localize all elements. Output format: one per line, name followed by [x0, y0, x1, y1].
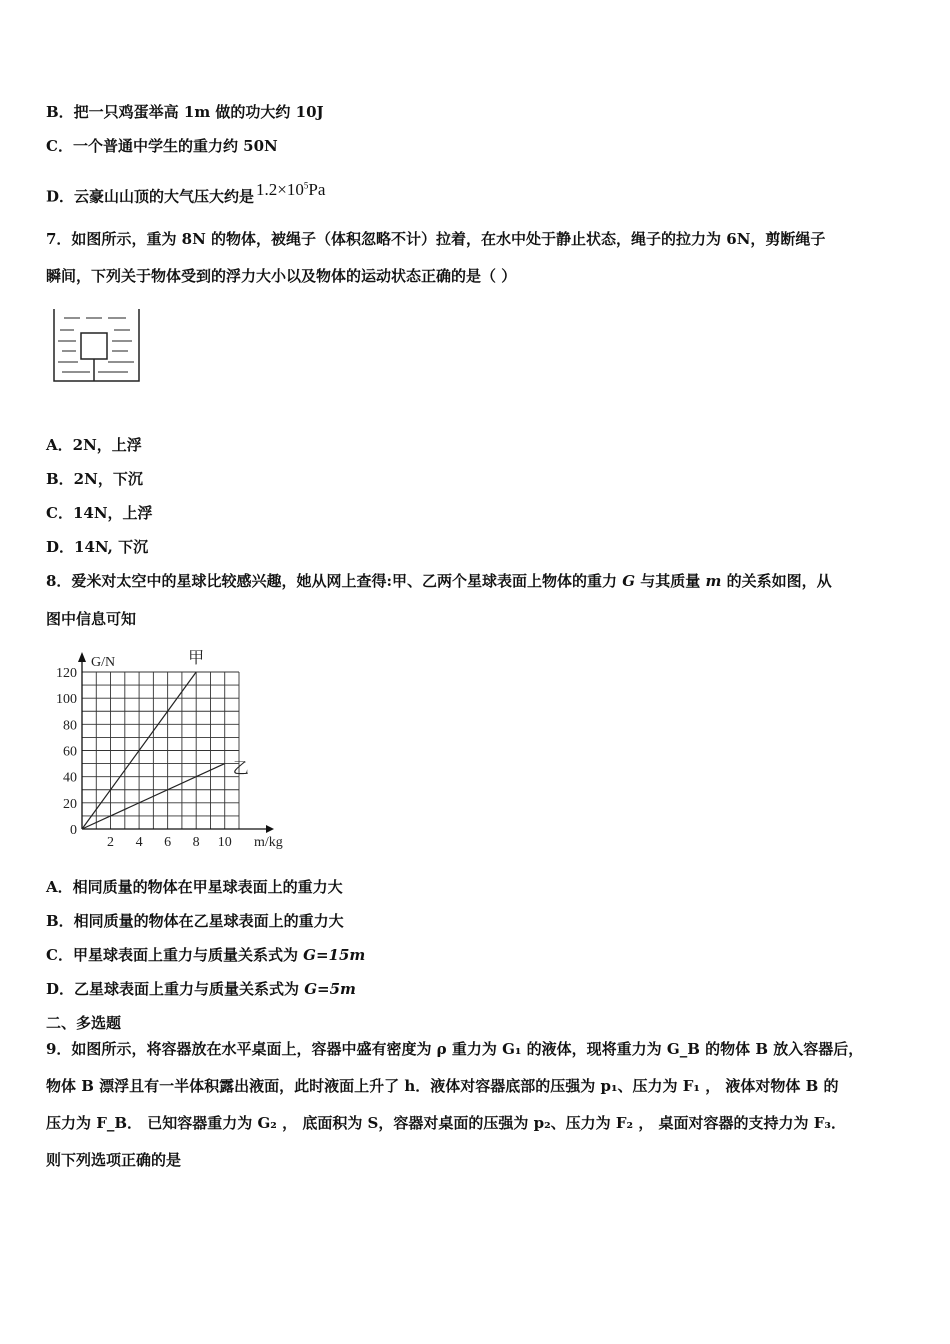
- q6-option-b: B．把一只鸡蛋举高 1m 做的功大约 10J: [46, 103, 324, 121]
- y-tick-label: 40: [63, 770, 77, 786]
- q8-stem-line2: 图中信息可知: [46, 610, 137, 628]
- q9-stem-line3: 压力为 F_B． 已知容器重力为 G₂ ， 底面积为 S，容器对桌面的压强为 p₂、压力为 F₂ ， 桌面对容器的支持力为 F₃．: [46, 1114, 846, 1132]
- q7-option-a: A．2N，上浮: [46, 436, 142, 454]
- q7-option-d: D．14N, 下沉: [46, 538, 149, 556]
- q6-option-d-value: $1.2\times 10^5Pa$: [256, 179, 326, 199]
- q9-stem-line4: 则下列选项正确的是: [46, 1151, 182, 1169]
- x-tick-label: 8: [192, 835, 200, 850]
- y-tick-label: 20: [63, 796, 77, 812]
- x-tick-label: 2: [107, 835, 115, 850]
- y-axis-label: G/N: [91, 655, 116, 670]
- q8-option-d: D．乙星球表面上重力与质量关系式为 G=5m: [46, 980, 356, 998]
- q8-graph: [46, 648, 306, 854]
- q8-option-a: A．相同质量的物体在甲星球表面上的重力大: [46, 878, 343, 896]
- y-tick-label: 100: [56, 692, 77, 708]
- q8-stem-line1: 8．爱米对太空中的星球比较感兴趣，她从网上查得:甲、乙两个星球表面上物体的重力 G 与其质量 m 的关系如图，从: [46, 572, 832, 590]
- x-axis-label: m/kg: [254, 835, 283, 850]
- q7-stem-line2: 瞬间，下列关于物体受到的浮力大小以及物体的运动状态正确的是（ ）: [46, 267, 517, 285]
- q6-option-d: [46, 179, 326, 207]
- q8-option-c: C．甲星球表面上重力与质量关系式为 G=15m: [46, 946, 366, 964]
- x-tick-label: 4: [135, 835, 143, 850]
- x-axis-arrow: [266, 825, 274, 833]
- y-tick-label: 60: [63, 744, 77, 760]
- q9-stem-line1: 9．如图所示，将容器放在水平桌面上，容器中盛有密度为 ρ 重力为 G₁ 的液体，现将重力为 G_B 的物体 B 放入容器后，: [46, 1040, 864, 1058]
- section-heading-multi-choice: 二、多选题: [46, 1014, 122, 1032]
- q7-stem-line1: 7．如图所示，重为 8N 的物体，被绳子（体积忽略不计）拉着，在水中处于静止状态，绳子的拉力为 6N，剪断绳子: [46, 230, 826, 248]
- q7-option-c: C．14N，上浮: [46, 504, 153, 522]
- q9-stem-line2: 物体 B 漂浮且有一半体积露出液面，此时液面上升了 h．液体对容器底部的压强为 p₁、压力为 F₁ ， 液体对物体 B 的: [46, 1077, 839, 1095]
- y-axis-arrow: [78, 652, 86, 662]
- x-tick-label: 10: [217, 835, 232, 850]
- q6-option-c: C．一个普通中学生的重力约 50N: [46, 137, 278, 155]
- y-tick-label: 80: [63, 718, 77, 734]
- q7-option-b: B．2N，下沉: [46, 470, 143, 488]
- series-label-2: 乙: [232, 760, 249, 778]
- q8-option-b: B．相同质量的物体在乙星球表面上的重力大: [46, 912, 344, 930]
- q6-option-d-text: D．云豪山山顶的大气压大约是: [46, 187, 255, 206]
- y-tick-label: 0: [70, 823, 77, 838]
- series-label-1: 甲: [188, 650, 205, 667]
- q7-container-diagram: [50, 305, 145, 387]
- x-tick-label: 6: [164, 835, 172, 850]
- y-tick-label: 120: [56, 666, 77, 681]
